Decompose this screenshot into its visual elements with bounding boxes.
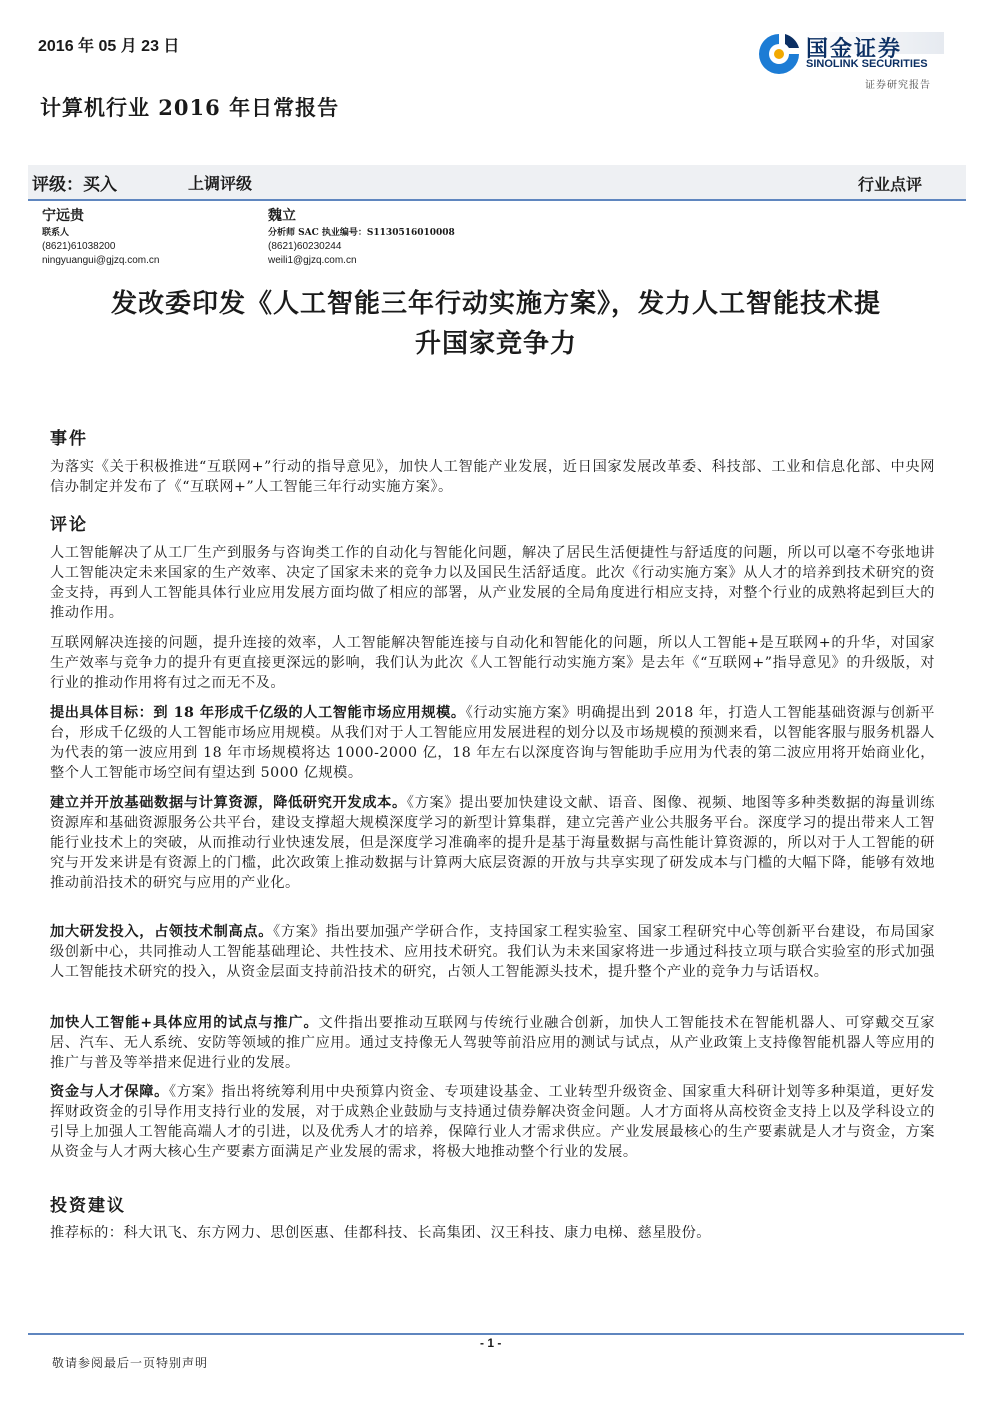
report-series-title: 计算机行业 2016 年日常报告 bbox=[40, 95, 340, 120]
section-heading-event: 事件 bbox=[50, 429, 88, 449]
paragraph-body: 《行动实施方案》明确提出到 2018 年，打造人工智能基础资源与创新平台，形成千亿级的人工智能市场应用规模。从我们对于人工智能应用发展进程的划分以及市场规模的预测来看，以智能客服与服务机器人为代表的第一波应用到 18 年市场规模将达 1000-2000 亿，18 年左右以深度咨询与智能助手应用为代表的第二波应用将开始商业化，整个人工智能市场空间有望达到 5000 亿规模。 bbox=[50, 705, 935, 781]
section-heading-comment: 评论 bbox=[50, 515, 88, 535]
analyst-email[interactable]: weili1@gjzq.com.cn bbox=[268, 255, 357, 266]
brand-subtitle: 证券研究报告 bbox=[865, 80, 931, 91]
paragraph-body: 《方案》提出要加快建设文献、语音、图像、视频、地图等多种类数据的海量训练资源库和基础资源服务公共平台，建设支撑超大规模深度学习的新型计算集群，建立完善产业公共服务平台。深度学习的提出带来人工智能行业技术上的突破，从而推动行业快速发展，但是深度学习准确率的提升是基于海量数据与高性能计算资源的，所以对于人工智能的研究与开发来讲是有资源上的门槛，此次政策上推动数据与计算两大底层资源的开放与共享实现了研发成本与门槛的大幅下降，能够有效地推动前沿技术的研究与应用的产业化。 bbox=[50, 795, 935, 891]
investment-paragraph: 推荐标的：科大讯飞、东方网力、思创医惠、佳都科技、长高集团、汉王科技、康力电梯、慈星股份。 bbox=[50, 1225, 711, 1241]
comment-paragraph-3 bbox=[50, 703, 935, 783]
footer-disclaimer: 敬请参阅最后一页特别声明 bbox=[52, 1356, 209, 1370]
main-title-line-1: 发改委印发《人工智能三年行动实施方案》，发力人工智能技术提 bbox=[110, 289, 881, 319]
analyst-phone: (8621)60230244 bbox=[268, 241, 342, 252]
paragraph-body: 文件指出要推动互联网与传统行业融合创新，加快人工智能技术在智能机器人、可穿戴交互家居、汽车、无人系统、安防等领域的推广应用。通过支持像无人驾驶等前沿应用的测试与试点，从产业政策上支持像智能机器人等应用的推广与普及等举措来促进行业的发展。 bbox=[50, 1015, 935, 1071]
analyst-role: 联系人 bbox=[42, 228, 70, 238]
comment-paragraph-1: 人工智能解决了从工厂生产到服务与咨询类工作的自动化与智能化问题，解决了居民生活便捷性与舒适度的问题，所以可以毫不夸张地讲人工智能决定未来国家的生产效率、决定了国家未来的竞争力以及国民生活舒适度。此次《行动实施方案》从人才的培养到技术研究的资金支持，再到人工智能具体行业应用发展方面均做了相应的部署，从产业发展的全局角度进行相应支持，对整个行业的成熟将起到巨大的推动作用。 bbox=[50, 545, 935, 621]
analyst-phone: (8621)61038200 bbox=[42, 241, 116, 252]
paragraph-lead: 加大研发投入，占领技术制高点。 bbox=[50, 924, 274, 940]
comment-paragraph-4 bbox=[50, 793, 935, 893]
comment-paragraph-7 bbox=[50, 1082, 935, 1162]
rating-label: 评级：买入 bbox=[32, 175, 117, 195]
comment-paragraph-2: 互联网解决连接的问题，提升连接的效率，人工智能解决智能连接与自动化和智能化的问题，所以人工智能+是互联网+的升华，对国家生产效率与竞争力的提升有更直接更深远的影响，我们认为此次《人工智能行动实施方案》是去年《“互联网+”指导意见》的升级版，对行业的推动作用将有过之而无不及。 bbox=[50, 635, 935, 691]
report-category: 行业点评 bbox=[858, 175, 923, 194]
rating-adjustment: 上调评级 bbox=[188, 174, 253, 193]
brand-name-cn: 国金证券 bbox=[806, 37, 903, 62]
brand-name-en: SINOLINK SECURITIES bbox=[806, 58, 928, 70]
section-heading-investment: 投资建议 bbox=[50, 1196, 126, 1216]
paragraph-lead: 建立并开放基础数据与计算资源，降低研究开发成本。 bbox=[50, 795, 407, 811]
comment-paragraph-6 bbox=[50, 1013, 935, 1073]
event-paragraph: 为落实《关于积极推进“互联网+”行动的指导意见》，加快人工智能产业发展，近日国家发展改革委、科技部、工业和信息化部、中央网信办制定并发布了《“互联网+”人工智能三年行动实施方案》。 bbox=[50, 459, 935, 495]
paragraph-lead: 资金与人才保障。 bbox=[50, 1084, 169, 1100]
analyst-email[interactable]: ningyuangui@gjzq.com.cn bbox=[42, 255, 160, 266]
analyst-role: 分析师 SAC 执业编号：S1130516010008 bbox=[268, 228, 455, 238]
rating-bar bbox=[28, 165, 966, 201]
report-date: 2016 年 05 月 23 日 bbox=[38, 38, 180, 55]
analyst-card-1 bbox=[42, 206, 159, 268]
main-title bbox=[40, 284, 952, 364]
main-title-line-2: 升国家竞争力 bbox=[414, 329, 577, 359]
paragraph-body: 《方案》指出将统筹利用中央预算内资金、专项建设基金、工业转型升级资金、国家重大科研计划等多种渠道，更好发挥财政资金的引导作用支持行业的发展，对于成熟企业鼓励与支持通过债券解决资金问题。人才方面将从高校资金支持上以及学科设立的引导上加强人工智能高端人才的引进，以及优秀人才的培养，保障行业人才需求供应。产业发展最核心的生产要素就是人才与资金，方案从资金与人才两大核心生产要素方面满足产业发展的需求，将极大地推动整个行业的发展。 bbox=[50, 1084, 935, 1160]
page-number: - 1 - bbox=[480, 1336, 502, 1350]
comment-paragraph-5 bbox=[50, 922, 935, 982]
analyst-name: 宁远贵 bbox=[42, 208, 84, 224]
sinolink-logo-icon bbox=[755, 30, 803, 78]
footer-divider bbox=[28, 1333, 964, 1335]
paragraph-body: 《方案》指出要加强产学研合作，支持国家工程实验室、国家工程研究中心等创新平台建设，布局国家级创新中心，共同推动人工智能基础理论、共性技术、应用技术研究。我们认为未来国家将进一步通过科技立项与联合实验室的形式加强人工智能技术研究的投入，从资金层面支持前沿技术的研究，占领人工智能源头技术，提升整个产业的竞争力与话语权。 bbox=[50, 924, 935, 980]
paragraph-lead: 加快人工智能+具体应用的试点与推广。 bbox=[50, 1015, 319, 1031]
analyst-card-2 bbox=[268, 206, 455, 268]
paragraph-lead: 提出具体目标：到 18 年形成千亿级的人工智能市场应用规模。 bbox=[50, 705, 466, 721]
analyst-name: 魏立 bbox=[268, 208, 296, 224]
